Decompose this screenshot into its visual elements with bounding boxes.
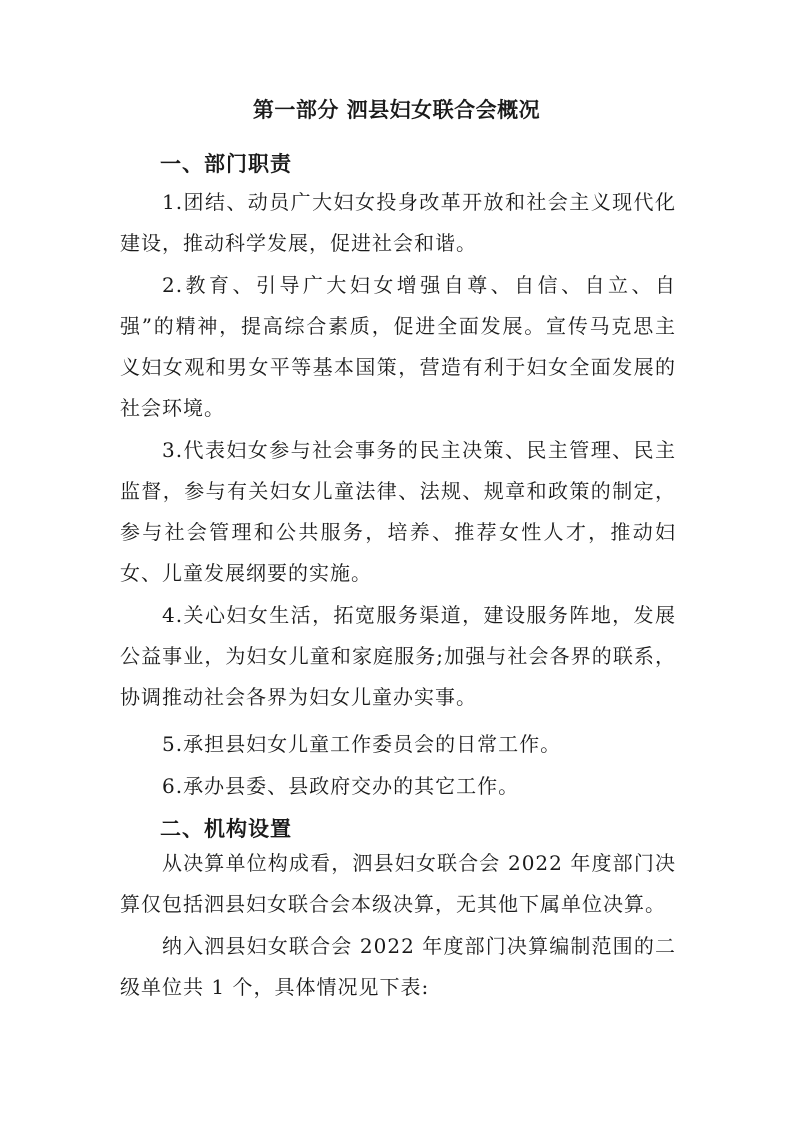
duty-item-6: 6.承办县委、县政府交办的其它工作。 (162, 774, 520, 798)
duty-item-5: 5.承担县妇女儿童工作委员会的日常工作。 (162, 732, 562, 756)
section-heading-organization: 二、机构设置 (160, 817, 292, 841)
duty-item-2: 2.教育、引导广大妇女增强自尊、自信、自立、自强”的精神，提高综合素质，促进全面发展。宣传马克思主义妇女观和男女平等基本国策，营造有利于妇女全面发展的社会环境。 (120, 273, 676, 420)
duty-item-3: 3.代表妇女参与社会事务的民主决策、民主管理、民主监督，参与有关妇女儿童法律、法规、规章和政策的制定，参与社会管理和公共服务，培养、推荐女性人才，推动妇女、儿童发展纲要的实施。 (120, 438, 676, 585)
org-paragraph-1: 从决算单位构成看，泗县妇女联合会 2022 年度部门决算仅包括泗县妇女联合会本级决算，无其他下属单位决算。 (120, 851, 676, 916)
org-paragraph-2: 纳入泗县妇女联合会 2022 年度部门决算编制范围的二级单位共 1 个，具体情况见下表: (120, 934, 676, 999)
page-title: 第一部分 泗县妇女联合会概况 (252, 98, 541, 122)
duty-item-4: 4.关心妇女生活，拓宽服务渠道，建设服务阵地，发展公益事业，为妇女儿童和家庭服务;加强与社会各界的联系，协调推动社会各界为妇女儿童办实事。 (120, 603, 676, 709)
section-heading-duties: 一、部门职责 (160, 152, 292, 176)
duty-item-1: 1.团结、动员广大妇女投身改革开放和社会主义现代化建设，推动科学发展，促进社会和谐。 (120, 190, 676, 255)
